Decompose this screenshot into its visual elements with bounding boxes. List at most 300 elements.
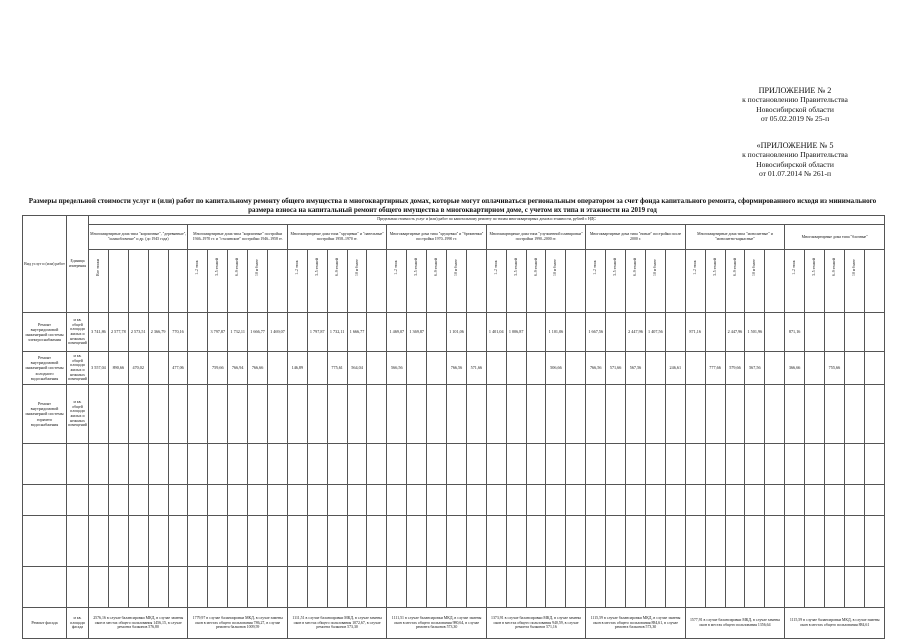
value-cell: 1 732,11	[228, 313, 248, 352]
value-cell	[685, 352, 705, 385]
value-cell	[864, 313, 884, 352]
row-unit: м кв. площади фасада	[67, 608, 89, 639]
cost-table	[22, 215, 885, 639]
value-cell	[765, 352, 785, 385]
subheader-cell	[307, 250, 327, 313]
value-cell	[447, 516, 467, 567]
value-cell: 2 447,96	[725, 313, 745, 352]
value-cell	[287, 516, 307, 567]
value-cell: 1 006,87	[506, 313, 526, 352]
value-cell	[367, 485, 387, 516]
value-cell	[626, 516, 646, 567]
value-cell	[745, 516, 765, 567]
value-cell	[824, 516, 844, 567]
table-row	[23, 516, 885, 567]
value-cell	[566, 313, 586, 352]
value-cell	[745, 444, 765, 485]
group-header: Многоквартирные дома типа "блочные"	[785, 225, 885, 250]
value-cell	[844, 385, 864, 444]
subheader-cell	[586, 250, 606, 313]
value-cell	[188, 385, 208, 444]
value-cell: 567,56	[626, 352, 646, 385]
subheader-cell	[824, 250, 844, 313]
value-cell	[128, 385, 148, 444]
subheader-label: 3–5 этажей	[215, 258, 220, 277]
value-cell	[685, 485, 705, 516]
value-cell: 2 366,79	[148, 313, 168, 352]
value-cell: 1 469,07	[387, 313, 407, 352]
table-row	[23, 444, 885, 485]
appendix-block-new	[707, 86, 883, 124]
value-cell	[188, 485, 208, 516]
appendix-line: к постановлению Правительства	[742, 95, 848, 105]
value-cell	[268, 567, 288, 608]
value-cell	[248, 516, 268, 567]
table-row	[23, 608, 885, 639]
value-cell	[486, 352, 506, 385]
value-cell	[844, 567, 864, 608]
value-cell: 766,66	[248, 352, 268, 385]
value-cell	[347, 385, 367, 444]
value-cell	[725, 385, 745, 444]
row-unit	[67, 485, 89, 516]
value-cell: 567,56	[745, 352, 765, 385]
row-label	[23, 485, 67, 516]
value-cell	[188, 516, 208, 567]
row-label: Ремонт внутридомовой инженерной системы холодного водоснабжения	[23, 352, 67, 385]
group-header: Многоквартирные дома типа "улучшенной планировки" постройки 1990–2000 гг.	[486, 225, 585, 250]
value-cell	[864, 567, 884, 608]
value-cell	[626, 485, 646, 516]
value-cell: 506,66	[546, 352, 566, 385]
value-cell	[287, 385, 307, 444]
appendix-date: от 01.07.2014 № 261-п	[758, 169, 832, 179]
value-cell: 766,94	[228, 352, 248, 385]
value-cell	[645, 444, 665, 485]
value-cell	[327, 444, 347, 485]
table-row	[23, 352, 885, 385]
value-cell	[407, 567, 427, 608]
subheader-label: Все этажи	[95, 259, 100, 277]
note-cell: 2576,16 в случае балансировки МКД, в случае замены окон в местах общего пользования 1456,15, в случае ремонта балконов 576,80	[89, 608, 188, 639]
value-cell	[447, 485, 467, 516]
value-cell	[427, 385, 447, 444]
value-cell	[148, 385, 168, 444]
value-cell	[387, 567, 407, 608]
value-cell	[526, 352, 546, 385]
value-cell	[287, 444, 307, 485]
value-cell	[665, 516, 685, 567]
value-cell	[606, 516, 626, 567]
row-unit: м кв. общей площади жилых и нежилых помещений	[67, 352, 89, 385]
subheader-label: 1–2 этаж	[294, 260, 299, 276]
value-cell	[805, 567, 825, 608]
value-cell	[546, 567, 566, 608]
value-cell	[188, 444, 208, 485]
subheader-label: 1–2 этаж	[792, 260, 797, 276]
value-cell	[805, 313, 825, 352]
group-header: Многоквартирные дома типа "монолитные" и "монолитно-каркасные"	[685, 225, 784, 250]
value-cell	[486, 385, 506, 444]
row-unit: м кв. общей площади жилых и нежилых помещений	[67, 385, 89, 444]
value-cell	[586, 385, 606, 444]
value-cell	[248, 385, 268, 444]
value-cell	[606, 444, 626, 485]
row-unit	[67, 516, 89, 567]
value-cell	[347, 516, 367, 567]
table-row	[23, 485, 885, 516]
value-cell	[546, 444, 566, 485]
value-cell	[526, 485, 546, 516]
value-cell	[705, 313, 725, 352]
value-cell	[606, 385, 626, 444]
group-header: Многоквартирные дома типа "новые" постройки после 2000 г.	[586, 225, 685, 250]
value-cell	[228, 385, 248, 444]
value-cell	[805, 444, 825, 485]
value-cell	[546, 516, 566, 567]
value-cell	[89, 444, 109, 485]
value-cell	[466, 444, 486, 485]
value-cell	[427, 485, 447, 516]
value-cell	[785, 485, 805, 516]
value-cell	[626, 385, 646, 444]
value-cell	[665, 385, 685, 444]
value-cell	[168, 485, 188, 516]
value-cell: 1 469,07	[268, 313, 288, 352]
value-cell	[168, 385, 188, 444]
value-cell	[248, 444, 268, 485]
stub-header: Вид услуг и (или) работ	[23, 216, 67, 313]
value-cell	[785, 516, 805, 567]
value-cell	[188, 352, 208, 385]
value-cell	[626, 567, 646, 608]
value-cell	[645, 352, 665, 385]
value-cell	[347, 567, 367, 608]
appendix-heading: ПРИЛОЖЕНИЕ № 2	[758, 86, 832, 95]
value-cell	[705, 567, 725, 608]
value-cell	[785, 567, 805, 608]
value-cell	[268, 352, 288, 385]
value-cell	[427, 444, 447, 485]
value-cell	[606, 313, 626, 352]
value-cell	[168, 567, 188, 608]
subheader-cell	[287, 250, 307, 313]
subheader-label: 10 и более	[255, 259, 260, 277]
value-cell	[685, 567, 705, 608]
value-cell	[745, 567, 765, 608]
value-cell	[407, 444, 427, 485]
subheader-label: 3–5 этажей	[613, 258, 618, 277]
note-cell: 1779,97 в случае балансировки МКД, в случае замены окон в местах общего пользования 786,27, в случае ремонта балконов 1009,59	[188, 608, 287, 639]
value-cell	[148, 485, 168, 516]
value-cell: 890,66	[108, 352, 128, 385]
value-cell	[566, 385, 586, 444]
value-cell	[407, 385, 427, 444]
value-cell	[208, 385, 228, 444]
value-cell	[685, 385, 705, 444]
value-cell	[287, 313, 307, 352]
subheader-label: 1–2 этаж	[593, 260, 598, 276]
subheader-cell	[188, 250, 208, 313]
value-cell	[307, 567, 327, 608]
value-cell	[566, 485, 586, 516]
value-cell: 1 101,06	[447, 313, 467, 352]
subheader-label: 1–2 этаж	[195, 260, 200, 276]
value-cell	[526, 313, 546, 352]
subheader-label: 3–5 этажей	[414, 258, 419, 277]
subheader-cell	[805, 250, 825, 313]
value-cell	[367, 516, 387, 567]
value-cell	[705, 444, 725, 485]
value-cell	[347, 485, 367, 516]
value-cell	[208, 516, 228, 567]
super-header: Предельная стоимость услуг и (или) работ по капитальному ремонту по типам многоквартирных домов и этажности, рублей с НДС	[89, 216, 885, 225]
note-cell: 1111,51 в случае балансировки МКД, в случае замены окон в местах общего пользования 1072,67, в случае ремонта балконов 573,30	[287, 608, 386, 639]
value-cell: 770,16	[168, 313, 188, 352]
value-cell	[307, 352, 327, 385]
subheader-cell	[128, 250, 148, 313]
row-label	[23, 567, 67, 608]
value-cell	[248, 485, 268, 516]
row-label	[23, 444, 67, 485]
value-cell: 571,66	[606, 352, 626, 385]
value-cell	[168, 516, 188, 567]
value-cell	[466, 567, 486, 608]
unit-header: Единица измерения	[67, 216, 89, 313]
value-cell	[447, 567, 467, 608]
value-cell	[387, 485, 407, 516]
subheader-cell	[447, 250, 467, 313]
value-cell	[824, 444, 844, 485]
value-cell: 2 573,51	[128, 313, 148, 352]
subheader-label: 3–5 этажей	[712, 258, 717, 277]
value-cell	[148, 567, 168, 608]
value-cell	[327, 567, 347, 608]
value-cell	[447, 444, 467, 485]
value-cell: 766,56	[447, 352, 467, 385]
value-cell: 2 577,78	[108, 313, 128, 352]
value-cell	[626, 444, 646, 485]
value-cell	[89, 516, 109, 567]
subheader-cell	[844, 250, 864, 313]
value-cell	[387, 444, 407, 485]
table-header-row	[23, 250, 885, 313]
row-unit: м кв. общей площади жилых и нежилых помещений	[67, 313, 89, 352]
value-cell	[367, 313, 387, 352]
value-cell	[367, 352, 387, 385]
value-cell	[705, 516, 725, 567]
value-cell	[864, 516, 884, 567]
value-cell	[844, 485, 864, 516]
value-cell	[566, 444, 586, 485]
subheader-cell	[268, 250, 288, 313]
value-cell	[387, 516, 407, 567]
value-cell	[805, 385, 825, 444]
document-title: Размеры предельной стоимости услуг и (или) работ по капитальному ремонту общего имущества в многоквартирных домах, которые могут оплачиваться региональным оператором за счет фонда капитального ремонта, сформированного исходя из минимального размера взноса на капитальный ремонт общего имущества в многоквартирном доме, с учетом их типа и этажности на 2019 год	[28, 197, 877, 214]
row-label: Ремонт внутридомовой инженерной системы горячего водоснабжения	[23, 385, 67, 444]
value-cell: 766,56	[586, 352, 606, 385]
value-cell: 1 369,87	[407, 313, 427, 352]
value-cell	[108, 485, 128, 516]
value-cell	[128, 444, 148, 485]
value-cell	[725, 567, 745, 608]
subheader-cell	[864, 250, 884, 313]
value-cell	[466, 313, 486, 352]
value-cell	[785, 444, 805, 485]
value-cell	[287, 567, 307, 608]
value-cell: 579,66	[725, 352, 745, 385]
value-cell	[725, 485, 745, 516]
value-cell	[725, 444, 745, 485]
subheader-cell	[626, 250, 646, 313]
value-cell	[745, 485, 765, 516]
value-cell	[89, 485, 109, 516]
value-cell	[645, 485, 665, 516]
subheader-cell	[486, 250, 506, 313]
value-cell	[864, 485, 884, 516]
value-cell	[427, 313, 447, 352]
value-cell	[844, 516, 864, 567]
value-cell: 477,06	[168, 352, 188, 385]
subheader-cell	[506, 250, 526, 313]
subheader-label: 3–5 этажей	[811, 258, 816, 277]
value-cell	[665, 444, 685, 485]
table-header-row	[23, 225, 885, 250]
table-row	[23, 385, 885, 444]
value-cell	[427, 516, 447, 567]
subheader-label: 6–9 этажей	[533, 258, 538, 277]
value-cell	[824, 485, 844, 516]
value-cell	[765, 444, 785, 485]
value-cell	[864, 352, 884, 385]
subheader-label: 6–9 этажей	[235, 258, 240, 277]
value-cell	[447, 385, 467, 444]
table-row	[23, 313, 885, 352]
value-cell: 759,66	[208, 352, 228, 385]
subheader-label: 10 и более	[453, 259, 458, 277]
value-cell: 470,02	[128, 352, 148, 385]
value-cell	[168, 444, 188, 485]
value-cell	[347, 444, 367, 485]
subheader-cell	[645, 250, 665, 313]
value-cell	[108, 516, 128, 567]
value-cell	[685, 444, 705, 485]
value-cell	[208, 485, 228, 516]
value-cell	[824, 567, 844, 608]
subheader-cell	[606, 250, 626, 313]
value-cell	[128, 567, 148, 608]
value-cell	[785, 385, 805, 444]
value-cell	[665, 485, 685, 516]
value-cell	[566, 516, 586, 567]
value-cell	[307, 516, 327, 567]
subheader-label: 6–9 этажей	[732, 258, 737, 277]
value-cell	[844, 444, 864, 485]
value-cell	[506, 385, 526, 444]
value-cell	[486, 516, 506, 567]
note-cell: 1577,91 в случае балансировки МКД, в случае замены окон в местах общего пользования 1356,64	[685, 608, 784, 639]
value-cell: 246,61	[665, 352, 685, 385]
value-cell: 1 407,56	[645, 313, 665, 352]
value-cell	[188, 313, 208, 352]
subheader-cell	[427, 250, 447, 313]
value-cell	[466, 385, 486, 444]
table-row	[23, 567, 885, 608]
subheader-label: 3–5 этажей	[513, 258, 518, 277]
value-cell	[307, 485, 327, 516]
subheader-cell	[685, 250, 705, 313]
value-cell	[645, 567, 665, 608]
value-cell	[228, 444, 248, 485]
value-cell	[566, 567, 586, 608]
value-cell: 3 557,04	[89, 352, 109, 385]
value-cell: 871,16	[685, 313, 705, 352]
value-cell: 1 101,06	[546, 313, 566, 352]
value-cell	[148, 352, 168, 385]
value-cell	[506, 444, 526, 485]
value-cell	[705, 385, 725, 444]
value-cell	[586, 567, 606, 608]
subheader-cell	[466, 250, 486, 313]
value-cell	[427, 352, 447, 385]
subheader-cell	[327, 250, 347, 313]
subheader-cell	[248, 250, 268, 313]
row-label: Ремонт внутридомовой инженерной системы электроснабжения	[23, 313, 67, 352]
value-cell	[148, 444, 168, 485]
subheader-label: 1–2 этаж	[493, 260, 498, 276]
value-cell	[466, 516, 486, 567]
appendix-date: от 05.02.2019 № 25-п	[760, 114, 830, 124]
value-cell	[765, 485, 785, 516]
subheader-cell	[407, 250, 427, 313]
value-cell	[805, 516, 825, 567]
value-cell	[606, 567, 626, 608]
subheader-label: 1–2 этаж	[394, 260, 399, 276]
value-cell	[745, 385, 765, 444]
value-cell	[606, 485, 626, 516]
value-cell	[506, 516, 526, 567]
subheader-cell	[208, 250, 228, 313]
subheader-cell	[765, 250, 785, 313]
value-cell: 571,66	[466, 352, 486, 385]
value-cell	[268, 385, 288, 444]
value-cell	[765, 385, 785, 444]
value-cell	[367, 385, 387, 444]
value-cell	[765, 516, 785, 567]
value-cell	[466, 485, 486, 516]
appendix-line: к постановлению Правительства	[742, 150, 848, 160]
value-cell	[526, 567, 546, 608]
row-label	[23, 516, 67, 567]
value-cell	[645, 516, 665, 567]
value-cell	[228, 516, 248, 567]
value-cell: 1 501,96	[745, 313, 765, 352]
value-cell	[128, 485, 148, 516]
value-cell	[765, 567, 785, 608]
value-cell	[268, 516, 288, 567]
value-cell: 777,66	[705, 352, 725, 385]
value-cell	[427, 567, 447, 608]
value-cell	[506, 567, 526, 608]
value-cell	[128, 516, 148, 567]
value-cell: 1 666,77	[248, 313, 268, 352]
value-cell	[526, 444, 546, 485]
subheader-cell	[108, 250, 128, 313]
value-cell	[765, 313, 785, 352]
value-cell	[228, 485, 248, 516]
value-cell: 2 447,96	[626, 313, 646, 352]
value-cell	[566, 352, 586, 385]
